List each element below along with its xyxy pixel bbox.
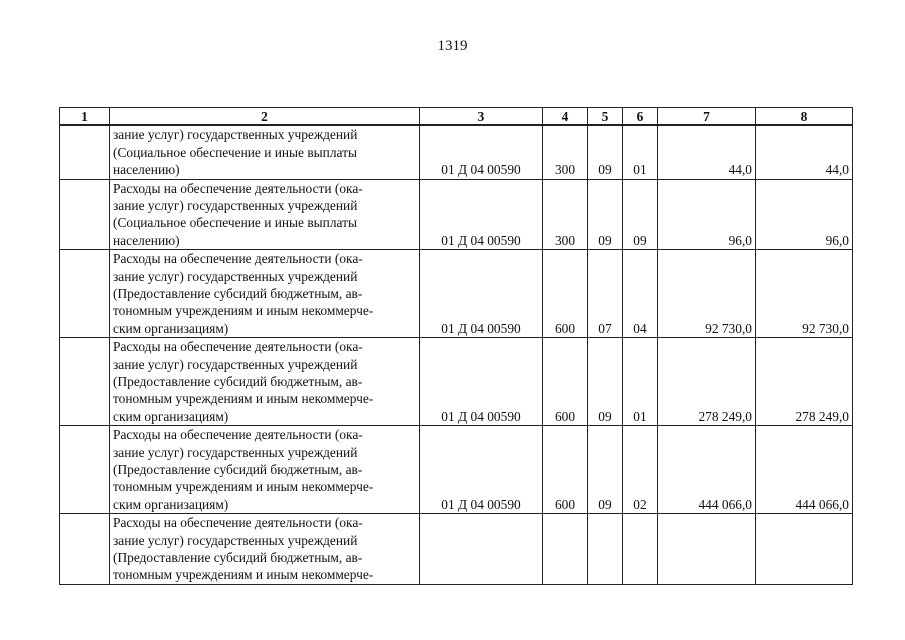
cell-expense-name xyxy=(110,179,420,250)
cell-amount-year-1: 278 249,0 xyxy=(658,338,756,426)
cell-amount-year-1: 96,0 xyxy=(658,179,756,250)
cell-amount-year-2: 444 066,0 xyxy=(756,426,853,514)
cell-row-number xyxy=(60,338,110,426)
expense-name-line: Расходы на обеспечение деятельности (ока- xyxy=(113,180,363,196)
cell-target-code: 01 Д 04 00590 xyxy=(420,125,543,179)
expense-name-line: тономным учреждениям и иным некоммерче- xyxy=(113,391,374,407)
cell-amount-year-1: 92 730,0 xyxy=(658,250,756,338)
cell-subsection: 09 xyxy=(623,179,658,250)
cell-target-code: 01 Д 04 00590 xyxy=(420,426,543,514)
cell-amount-year-2: 278 249,0 xyxy=(756,338,853,426)
expense-name-line: (Социальное обеспечение и иные выплаты xyxy=(113,144,357,160)
expense-name-line: (Предоставление субсидий бюджетным, ав- xyxy=(113,285,363,301)
table-row xyxy=(60,514,853,585)
table-row xyxy=(60,426,853,514)
expense-name-line: (Предоставление субсидий бюджетным, ав- xyxy=(113,462,363,477)
cell-target-code: 01 Д 04 00590 xyxy=(420,179,543,250)
header-col-8: 8 xyxy=(756,108,853,126)
header-col-4: 4 xyxy=(543,108,588,126)
cell-expense-type: 600 xyxy=(543,426,588,514)
expense-name-line: зание услуг) государственных учреждений xyxy=(113,127,358,143)
cell-subsection: 02 xyxy=(623,426,658,514)
cell-row-number xyxy=(60,250,110,338)
header-col-7: 7 xyxy=(658,108,756,126)
cell-expense-name xyxy=(110,250,420,338)
expense-name-line: населению) xyxy=(113,232,180,248)
table-header-row xyxy=(60,108,853,126)
expense-name-line: зание услуг) государственных учреждений xyxy=(113,197,358,213)
page-number: 1319 xyxy=(437,38,468,54)
cell-subsection xyxy=(623,514,658,585)
cell-amount-year-2: 96,0 xyxy=(756,179,853,250)
expense-name-line: тономным учреждениям и иным некоммерче- xyxy=(113,303,374,319)
cell-expense-type: 600 xyxy=(543,338,588,426)
cell-target-code: 01 Д 04 00590 xyxy=(420,250,543,338)
expense-name-line: зание услуг) государственных учреждений xyxy=(113,444,358,460)
header-col-2: 2 xyxy=(110,108,420,126)
cell-expense-name xyxy=(110,125,420,179)
cell-section: 09 xyxy=(588,426,623,514)
expense-name-line: зание услуг) государственных учреждений xyxy=(113,268,358,284)
cell-amount-year-2: 44,0 xyxy=(756,125,853,179)
cell-expense-type xyxy=(543,514,588,585)
cell-row-number xyxy=(60,125,110,179)
expense-name-line: Расходы на обеспечение деятельности (ока- xyxy=(113,515,363,531)
cell-row-number xyxy=(60,514,110,585)
expense-name-line: Расходы на обеспечение деятельности (ока- xyxy=(113,339,363,355)
cell-expense-name xyxy=(110,514,420,585)
header-col-1: 1 xyxy=(60,108,110,126)
expense-name-line: ским организациям) xyxy=(113,496,229,512)
expense-name-line: зание услуг) государственных учреждений xyxy=(113,356,358,372)
expense-name-line: (Предоставление субсидий бюджетным, ав- xyxy=(113,550,363,566)
cell-amount-year-1: 444 066,0 xyxy=(658,426,756,514)
header-col-3: 3 xyxy=(420,108,543,126)
expense-name-line: ским организациям) xyxy=(113,408,229,424)
cell-subsection: 01 xyxy=(623,338,658,426)
cell-subsection: 04 xyxy=(623,250,658,338)
expense-name-line: тономным учреждениям и иным некоммерче- xyxy=(113,479,374,495)
expense-name-line: (Предоставление субсидий бюджетным, ав- xyxy=(113,373,363,389)
table-body xyxy=(60,125,853,584)
cell-row-number xyxy=(60,426,110,514)
cell-amount-year-2: 92 730,0 xyxy=(756,250,853,338)
cell-row-number xyxy=(60,179,110,250)
cell-section xyxy=(588,514,623,585)
expense-name-line: зание услуг) государственных учреждений xyxy=(113,532,358,548)
table-row xyxy=(60,125,853,179)
expense-name-line: населению) xyxy=(113,162,180,178)
header-col-5: 5 xyxy=(588,108,623,126)
table-row xyxy=(60,338,853,426)
cell-expense-type: 600 xyxy=(543,250,588,338)
cell-amount-year-2 xyxy=(756,514,853,585)
expense-name-line: ским организациям) xyxy=(113,320,229,336)
cell-expense-name xyxy=(110,338,420,426)
cell-amount-year-1: 44,0 xyxy=(658,125,756,179)
cell-amount-year-1 xyxy=(658,514,756,585)
cell-target-code xyxy=(420,514,543,585)
cell-expense-type: 300 xyxy=(543,179,588,250)
budget-table xyxy=(59,107,853,585)
table-row xyxy=(60,179,853,250)
cell-section: 09 xyxy=(588,338,623,426)
expense-name-line: тономным учреждениям и иным некоммерче- xyxy=(113,567,374,583)
expense-name-line: Расходы на обеспечение деятельности (ока- xyxy=(113,251,363,267)
cell-section: 09 xyxy=(588,125,623,179)
cell-subsection: 01 xyxy=(623,125,658,179)
table-row xyxy=(60,250,853,338)
expense-name-line: (Социальное обеспечение и иные выплаты xyxy=(113,215,357,231)
header-col-6: 6 xyxy=(623,108,658,126)
cell-expense-type: 300 xyxy=(543,125,588,179)
cell-section: 07 xyxy=(588,250,623,338)
cell-expense-name xyxy=(110,426,420,514)
expense-name-line: Расходы на обеспечение деятельности (ока- xyxy=(113,427,363,443)
cell-section: 09 xyxy=(588,179,623,250)
cell-target-code: 01 Д 04 00590 xyxy=(420,338,543,426)
